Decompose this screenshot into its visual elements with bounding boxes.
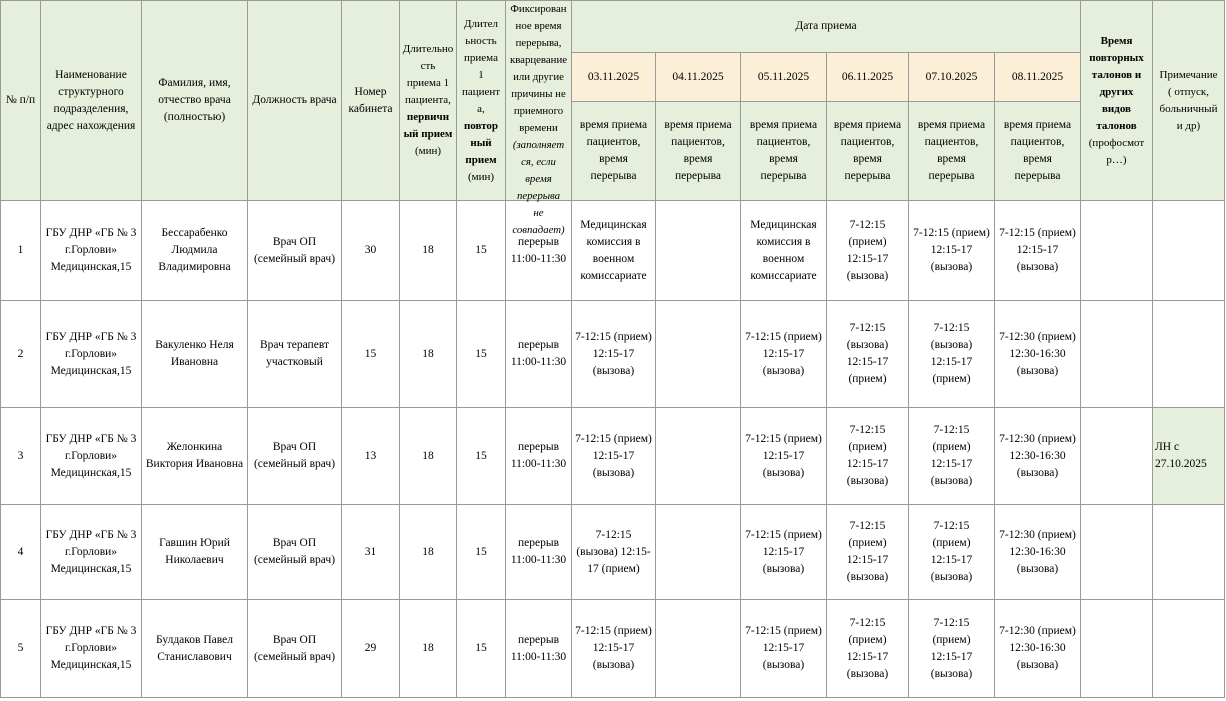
row-unit: ГБУ ДНР «ГБ № 3 г.Горлови» Медицинская,15 — [41, 301, 142, 408]
date-header-1: 03.11.2025 — [572, 53, 656, 102]
row-first-visit: 18 — [400, 505, 457, 600]
row-day-3: 7-12:15 (прием) 12:15-17 (вызова) — [741, 600, 827, 698]
row-day-2 — [656, 505, 741, 600]
header-repeat-visit-text: Длител ьность приема 1 пациент а, — [461, 17, 501, 115]
header-note: Примечание ( отпуск, больничный и др) — [1153, 1, 1225, 201]
row-position: Врач ОП (семейный врач) — [248, 408, 342, 505]
row-day-6: 7-12:30 (прием) 12:30-16:30 (вызова) — [995, 505, 1081, 600]
header-date-group: Дата приема — [572, 1, 1081, 53]
row-day-2 — [656, 301, 741, 408]
row-note: ЛН с 27.10.2025 — [1153, 408, 1225, 505]
header-repeat-talons — [1081, 1, 1153, 201]
row-breaks: перерыв 11:00-11:30 — [506, 201, 572, 301]
row-note — [1153, 201, 1225, 301]
row-fio: Желонкина Виктория Ивановна — [142, 408, 248, 505]
date-header-3: 05.11.2025 — [741, 53, 827, 102]
header-fio: Фамилия, имя, отчество врача (полностью) — [142, 1, 248, 201]
header-repeat-talons-text: (профосмот р…) — [1088, 136, 1145, 166]
row-note — [1153, 301, 1225, 408]
header-breaks-note: (заполняет ся, если время перерыва не совпадает) — [512, 139, 565, 236]
row-day-1: 7-12:15 (прием) 12:15-17 (вызова) — [572, 408, 656, 505]
table-row — [1, 600, 1225, 698]
row-talons — [1081, 408, 1153, 505]
row-num: 5 — [1, 600, 41, 698]
row-day-3: Медицинская комиссия в военном комиссариате — [741, 201, 827, 301]
row-position: Врач ОП (семейный врач) — [248, 201, 342, 301]
row-day-2 — [656, 600, 741, 698]
row-cabinet: 15 — [342, 301, 400, 408]
header-breaks-text: Фиксирован ное время перерыва, кварцевание или другие причины не приемного времени — [509, 3, 568, 134]
row-day-2 — [656, 201, 741, 301]
header-breaks-clip — [508, 1, 569, 236]
row-day-1: 7-12:15 (прием) 12:15-17 (вызова) — [572, 301, 656, 408]
row-breaks: перерыв 11:00-11:30 — [506, 408, 572, 505]
row-cabinet: 30 — [342, 201, 400, 301]
row-note — [1153, 505, 1225, 600]
row-day-5: 7-12:15 (прием) 12:15-17 (вызова) — [909, 600, 995, 698]
row-talons — [1081, 600, 1153, 698]
row-unit: ГБУ ДНР «ГБ № 3 г.Горлови» Медицинская,15 — [41, 505, 142, 600]
row-day-6: 7-12:30 (прием) 12:30-16:30 (вызова) — [995, 301, 1081, 408]
row-breaks: перерыв 11:00-11:30 — [506, 600, 572, 698]
row-repeat-visit: 15 — [457, 600, 506, 698]
row-num: 2 — [1, 301, 41, 408]
header-row-1 — [1, 1, 1225, 53]
sub-header-1: время приема пациентов, время перерыва — [572, 102, 656, 201]
date-header-4: 06.11.2025 — [827, 53, 909, 102]
row-first-visit: 18 — [400, 600, 457, 698]
row-day-6: 7-12:30 (прием) 12:30-16:30 (вызова) — [995, 600, 1081, 698]
table-row — [1, 201, 1225, 301]
row-position: Врач терапевт участковый — [248, 301, 342, 408]
row-num: 4 — [1, 505, 41, 600]
header-repeat-visit — [457, 1, 506, 201]
row-talons — [1081, 505, 1153, 600]
row-talons — [1081, 301, 1153, 408]
table-row — [1, 301, 1225, 408]
header-num: № п/п — [1, 1, 41, 201]
sub-header-6: время приема пациентов, время перерыва — [995, 102, 1081, 201]
row-breaks: перерыв 11:00-11:30 — [506, 505, 572, 600]
row-day-4: 7-12:15 (прием) 12:15-17 (вызова) — [827, 600, 909, 698]
row-day-4: 7-12:15 (прием) 12:15-17 (вызова) — [827, 505, 909, 600]
row-day-1: Медицинская комиссия в военном комиссариате — [572, 201, 656, 301]
row-fio: Гавшин Юрий Николаевич — [142, 505, 248, 600]
row-day-1: 7-12:15 (вызова) 12:15- 17 (прием) — [572, 505, 656, 600]
row-day-3: 7-12:15 (прием) 12:15-17 (вызова) — [741, 408, 827, 505]
row-day-5: 7-12:15 (вызова) 12:15-17 (прием) — [909, 301, 995, 408]
header-repeat-talons-bold: Время повторных талонов и других видов талонов — [1089, 34, 1144, 132]
row-breaks: перерыв 11:00-11:30 — [506, 301, 572, 408]
row-repeat-visit: 15 — [457, 201, 506, 301]
row-position: Врач ОП (семейный врач) — [248, 505, 342, 600]
header-first-visit-bold: первичн ый прием — [403, 111, 453, 140]
row-day-5: 7-12:15 (прием) 12:15-17 (вызова) — [909, 408, 995, 505]
row-day-6: 7-12:30 (прием) 12:30-16:30 (вызова) — [995, 408, 1081, 505]
row-fio: Бессарабенко Людмила Владимировна — [142, 201, 248, 301]
header-first-visit — [400, 1, 457, 201]
row-day-3: 7-12:15 (прием) 12:15-17 (вызова) — [741, 505, 827, 600]
header-position: Должность врача — [248, 1, 342, 201]
row-unit: ГБУ ДНР «ГБ № 3 г.Горлови» Медицинская,15 — [41, 201, 142, 301]
sub-header-4: время приема пациентов, время перерыва — [827, 102, 909, 201]
row-repeat-visit: 15 — [457, 408, 506, 505]
row-note — [1153, 600, 1225, 698]
sub-header-2: время приема пациентов, время перерыва — [656, 102, 741, 201]
row-num: 3 — [1, 408, 41, 505]
date-header-2: 04.11.2025 — [656, 53, 741, 102]
row-repeat-visit: 15 — [457, 505, 506, 600]
row-day-2 — [656, 408, 741, 505]
header-repeat-visit-bold: повтор ный прием — [463, 119, 499, 166]
sub-header-5: время приема пациентов, время перерыва — [909, 102, 995, 201]
row-day-6: 7-12:15 (прием) 12:15-17 (вызова) — [995, 201, 1081, 301]
row-talons — [1081, 201, 1153, 301]
row-fio: Вакуленко Неля Ивановна — [142, 301, 248, 408]
row-unit: ГБУ ДНР «ГБ № 3 г.Горлови» Медицинская,15 — [41, 600, 142, 698]
sub-header-3: время приема пациентов, время перерыва — [741, 102, 827, 201]
row-day-4: 7-12:15 (прием) 12:15-17 (вызова) — [827, 201, 909, 301]
row-cabinet: 31 — [342, 505, 400, 600]
row-day-5: 7-12:15 (прием) 12:15-17 (вызова) — [909, 505, 995, 600]
row-repeat-visit: 15 — [457, 301, 506, 408]
row-position: Врач ОП (семейный врач) — [248, 600, 342, 698]
table-row — [1, 505, 1225, 600]
header-unit: Наименование структурного подразделения, адрес нахождения — [41, 1, 142, 201]
row-fio: Булдаков Павел Станиславович — [142, 600, 248, 698]
row-day-1: 7-12:15 (прием) 12:15-17 (вызова) — [572, 600, 656, 698]
table-row — [1, 408, 1225, 505]
row-day-4: 7-12:15 (прием) 12:15-17 (вызова) — [827, 408, 909, 505]
header-breaks — [506, 1, 572, 236]
date-header-5: 07.10.2025 — [909, 53, 995, 102]
row-num: 1 — [1, 201, 41, 301]
row-day-4: 7-12:15 (вызова) 12:15-17 (прием) — [827, 301, 909, 408]
row-unit: ГБУ ДНР «ГБ № 3 г.Горлови» Медицинская,15 — [41, 408, 142, 505]
row-first-visit: 18 — [400, 408, 457, 505]
header-first-visit-text: Длительно сть приема 1 пациента, — [402, 43, 454, 106]
row-day-3: 7-12:15 (прием) 12:15-17 (вызова) — [741, 301, 827, 408]
row-first-visit: 18 — [400, 301, 457, 408]
header-repeat-visit-unit: (мин) — [467, 170, 495, 183]
date-header-6: 08.11.2025 — [995, 53, 1081, 102]
row-first-visit: 18 — [400, 201, 457, 301]
row-cabinet: 29 — [342, 600, 400, 698]
row-cabinet: 13 — [342, 408, 400, 505]
header-cabinet: Номер кабинета — [342, 1, 400, 201]
header-first-visit-unit: (мин) — [414, 145, 442, 157]
row-day-5: 7-12:15 (прием) 12:15-17 (вызова) — [909, 201, 995, 301]
